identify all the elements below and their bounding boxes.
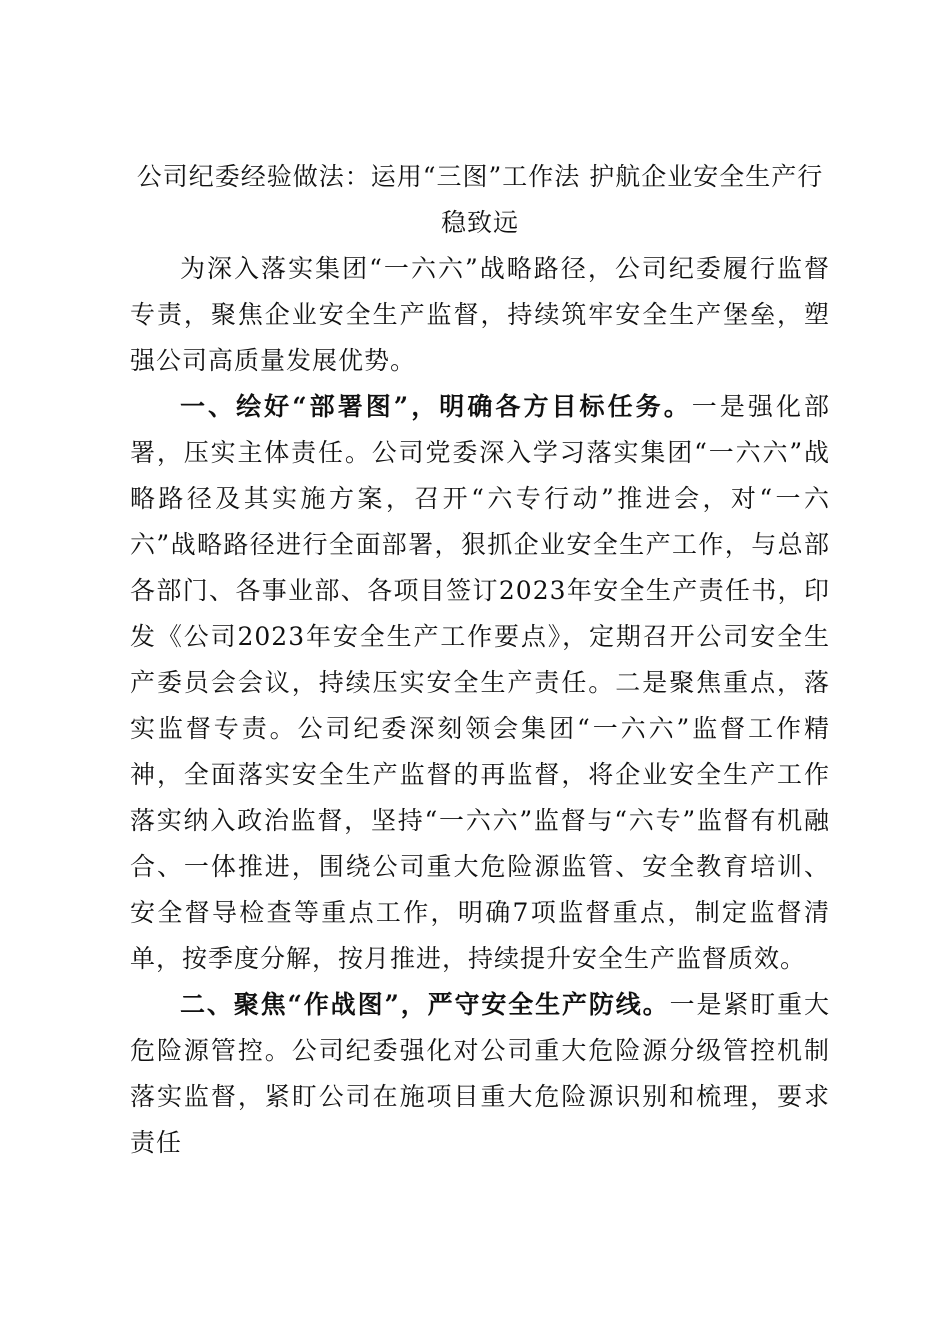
section-1-heading: 一、绘好“部署图”，明确各方目标任务。 <box>180 392 692 421</box>
section-1-body: 一是强化部署，压实主体责任。公司党委深入学习落实集团“一六六”战略路径及其实施方案，召开“六专行动”推进会，对“一六六”战略路径进行全面部署，狠抓企业安全生产工作，与总部各部门、各事业部、各项目签订2023年安全生产责任书，印发《公司2023年安全生产工作要点》，定期召开公司安全生产委员会会议，持续压实安全生产责任。二是聚焦重点，落实监督专责。公司纪委深刻领会集团“一六六”监督工作精神，全面落实安全生产监督的再监督，将企业安全生产工作落实纳入政治监督，坚持“一六六”监督与“六专”监督有机融合、一体推进，围绕公司重大危险源监管、安全教育培训、安全督导检查等重点工作，明确7项监督重点，制定监督清单，按季度分解，按月推进，持续提升安全生产监督质效。 <box>130 392 830 973</box>
intro-paragraph: 为深入落实集团“一六六”战略路径，公司纪委履行监督专责，聚焦企业安全生产监督，持续筑牢安全生产堡垒，塑强公司高质量发展优势。 <box>130 254 830 375</box>
section-2-paragraph <box>130 982 830 1166</box>
document-body <box>130 154 830 1166</box>
section-2-body: 一是紧盯重大危险源管控。公司纪委强化对公司重大危险源分级管控机制落实监督，紧盯公司在施项目重大危险源识别和梳理，要求责任 <box>130 990 830 1157</box>
section-2-heading: 二、聚焦“作战图”，严守安全生产防线。 <box>180 990 670 1019</box>
document-title: 公司纪委经验做法：运用“三图”工作法 护航企业安全生产行稳致远 <box>136 162 824 237</box>
section-1-paragraph <box>130 384 830 982</box>
